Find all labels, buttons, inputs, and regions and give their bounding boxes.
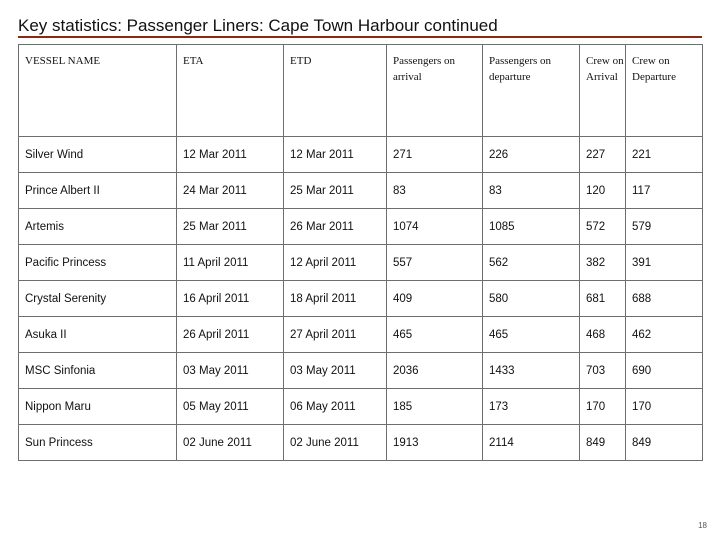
cell-crew-arrival: 703 [580,353,626,389]
cell-crew-arrival: 849 [580,425,626,461]
cell-passengers-departure: 173 [483,389,580,425]
cell-eta: 12 Mar 2011 [177,137,284,173]
cell-vessel-name: Artemis [19,209,177,245]
table-row [19,281,703,317]
cell-crew-departure: 849 [626,425,703,461]
table-row [19,353,703,389]
cell-passengers-arrival: 1913 [387,425,483,461]
cell-passengers-departure: 226 [483,137,580,173]
cell-crew-departure: 170 [626,389,703,425]
passenger-liner-table [18,44,703,461]
cell-eta: 11 April 2011 [177,245,284,281]
cell-passengers-departure: 1085 [483,209,580,245]
table-row [19,137,703,173]
header-passengers-departure: Passengers on departure [483,45,580,137]
cell-etd: 12 April 2011 [284,245,387,281]
cell-etd: 02 June 2011 [284,425,387,461]
table-row [19,317,703,353]
cell-passengers-arrival: 2036 [387,353,483,389]
cell-vessel-name: Asuka II [19,317,177,353]
cell-passengers-departure: 1433 [483,353,580,389]
cell-etd: 26 Mar 2011 [284,209,387,245]
cell-vessel-name: Pacific Princess [19,245,177,281]
cell-eta: 16 April 2011 [177,281,284,317]
cell-vessel-name: Nippon Maru [19,389,177,425]
cell-etd: 25 Mar 2011 [284,173,387,209]
cell-etd: 12 Mar 2011 [284,137,387,173]
cell-passengers-arrival: 185 [387,389,483,425]
cell-crew-arrival: 572 [580,209,626,245]
cell-eta: 24 Mar 2011 [177,173,284,209]
cell-crew-departure: 221 [626,137,703,173]
cell-passengers-departure: 83 [483,173,580,209]
cell-passengers-arrival: 1074 [387,209,483,245]
cell-etd: 06 May 2011 [284,389,387,425]
cell-crew-departure: 688 [626,281,703,317]
table-row [19,425,703,461]
cell-crew-departure: 117 [626,173,703,209]
cell-crew-arrival: 120 [580,173,626,209]
page-title: Key statistics: Passenger Liners: Cape Town Harbour continued [18,16,498,35]
cell-etd: 18 April 2011 [284,281,387,317]
cell-passengers-departure: 580 [483,281,580,317]
cell-passengers-arrival: 271 [387,137,483,173]
cell-eta: 02 June 2011 [177,425,284,461]
header-eta: ETA [177,45,284,137]
cell-crew-departure: 462 [626,317,703,353]
table-row [19,209,703,245]
cell-passengers-arrival: 465 [387,317,483,353]
cell-vessel-name: Crystal Serenity [19,281,177,317]
cell-crew-arrival: 382 [580,245,626,281]
header-vessel-name: VESSEL NAME [19,45,177,137]
cell-passengers-departure: 465 [483,317,580,353]
cell-crew-arrival: 681 [580,281,626,317]
cell-crew-departure: 391 [626,245,703,281]
cell-passengers-arrival: 557 [387,245,483,281]
cell-eta: 26 April 2011 [177,317,284,353]
table-row [19,389,703,425]
cell-eta: 25 Mar 2011 [177,209,284,245]
cell-crew-arrival: 227 [580,137,626,173]
header-passengers-arrival: Passengers on arrival [387,45,483,137]
cell-passengers-arrival: 409 [387,281,483,317]
cell-passengers-departure: 562 [483,245,580,281]
title-underline [18,36,702,38]
table-row [19,173,703,209]
cell-crew-arrival: 170 [580,389,626,425]
cell-eta: 03 May 2011 [177,353,284,389]
header-etd: ETD [284,45,387,137]
cell-etd: 27 April 2011 [284,317,387,353]
page-number: 18 [698,521,707,530]
table-header-row [19,45,703,137]
cell-crew-departure: 690 [626,353,703,389]
cell-vessel-name: Silver Wind [19,137,177,173]
cell-passengers-arrival: 83 [387,173,483,209]
cell-crew-arrival: 468 [580,317,626,353]
cell-vessel-name: MSC Sinfonia [19,353,177,389]
cell-vessel-name: Prince Albert II [19,173,177,209]
header-crew-arrival: Crew on Arrival [580,45,626,137]
header-crew-departure: Crew on Departure [626,45,703,137]
cell-crew-departure: 579 [626,209,703,245]
table-row [19,245,703,281]
cell-vessel-name: Sun Princess [19,425,177,461]
cell-eta: 05 May 2011 [177,389,284,425]
cell-etd: 03 May 2011 [284,353,387,389]
cell-passengers-departure: 2114 [483,425,580,461]
